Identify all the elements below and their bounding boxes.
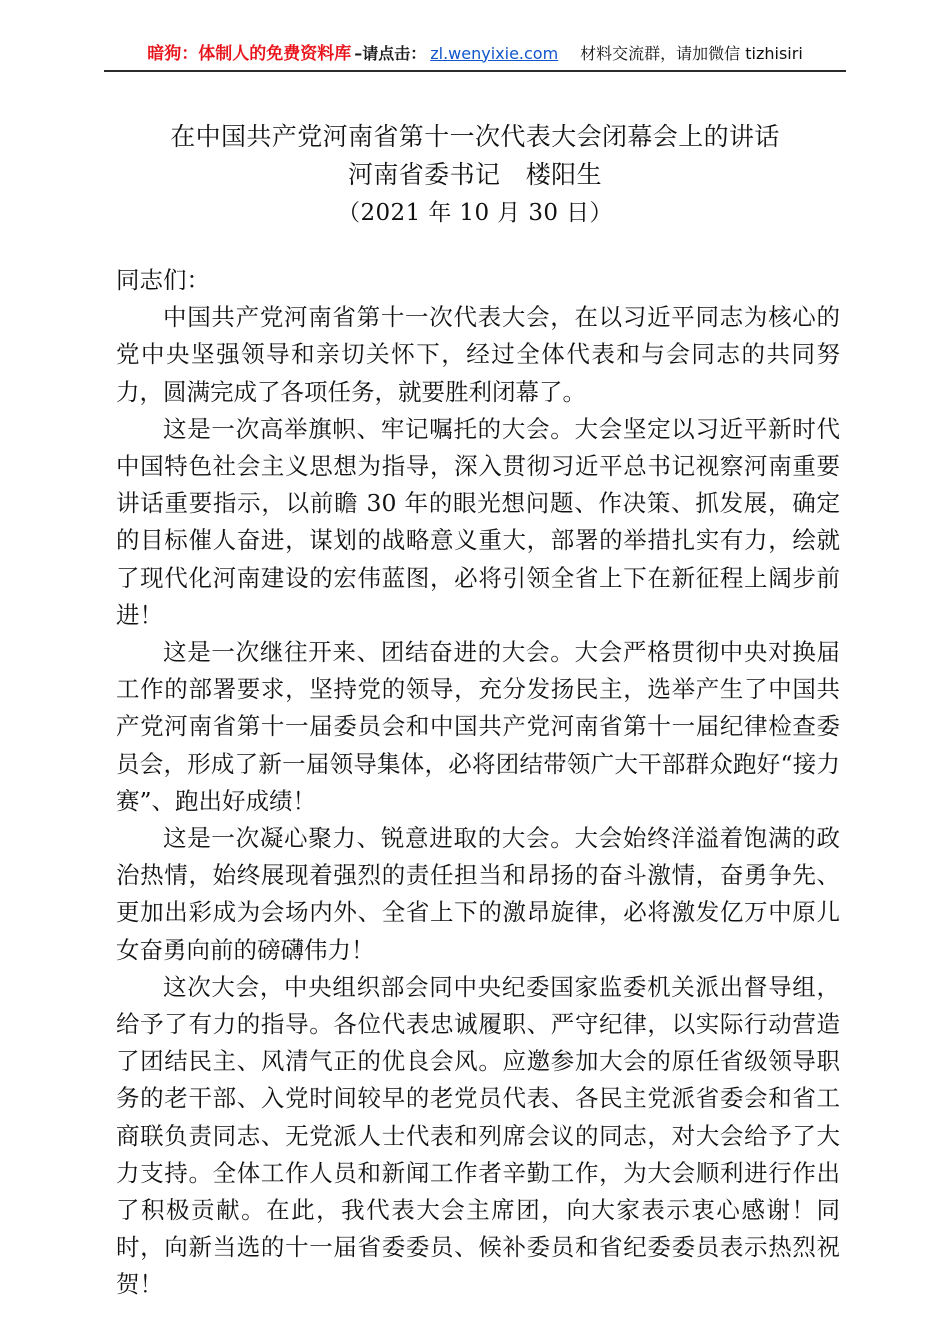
promo-banner xyxy=(0,36,950,66)
promo-wechat-text: 材料交流群，请加微信 tizhisiri xyxy=(580,43,803,63)
body-paragraph: 这是一次凝心聚力、锐意进取的大会。大会始终洋溢着饱满的政治热情，始终展现着强烈的责任担当和昂扬的奋斗激情，奋勇争先、更加出彩成为会场内外、全省上下的激昂旋律，必将激发亿万中原儿女奋勇向前的磅礴伟力！ xyxy=(116,824,840,964)
body-paragraph: 这是一次继往开来、团结奋进的大会。大会严格贯彻中央对换届工作的部署要求，坚持党的领导，充分发扬民主，选举产生了中国共产党河南省第十一届委员会和中国共产党河南省第十一届纪律检查委员会，形成了新一届领导集体，必将团结带领广大干部群众跑好“接力赛”、跑出好成绩！ xyxy=(116,638,840,815)
salutation: 同志们： xyxy=(116,266,210,294)
document-body xyxy=(116,262,840,1304)
body-paragraph: 这次大会，中央组织部会同中央纪委国家监委机关派出督导组，给予了有力的指导。各位代表忠诚履职、严守纪律，以实际行动营造了团结民主、风清气正的优良会风。应邀参加大会的原任省级领导职务的老干部、入党时间较早的老党员代表、各民主党派省委会和省工商联负责同志、无党派人士代表和列席会议的同志，对大会给予了大力支持。全体工作人员和新闻工作者辛勤工作，为大会顺利进行作出了积极贡献。在此，我代表大会主席团，向大家表示衷心感谢！同时，向新当选的十一届省委委员、候补委员和省纪委委员表示热烈祝贺！ xyxy=(116,972,840,1299)
promo-site-link[interactable]: zl.wenyixie.com xyxy=(430,43,559,63)
document-subtitle-author: 河南省委书记 楼阳生 xyxy=(347,160,602,189)
document-title: 在中国共产党河南省第十一次代表大会闭幕会上的讲话 xyxy=(170,122,780,151)
title-block xyxy=(0,118,950,232)
promo-click-prompt: –请点击： xyxy=(354,43,427,63)
promo-brand-text: 暗狗：体制人的免费资料库 xyxy=(147,43,352,64)
promo-banner-content xyxy=(147,39,803,64)
body-paragraph: 这是一次高举旗帜、牢记嘱托的大会。大会坚定以习近平新时代中国特色社会主义思想为指导，深入贯彻习近平总书记视察河南重要讲话重要指示，以前瞻 30 年的眼光想问题、作决策、抓发展，确定的目标催人奋进，谋划的战略意义重大，部署的举措扎实有力，绘就了现代化河南建设的宏伟蓝图，必将引领全省上下在新征程上阔步前进！ xyxy=(116,414,840,629)
document-date: （2021 年 10 月 30 日） xyxy=(337,200,613,226)
body-paragraph: 中国共产党河南省第十一次代表大会，在以习近平同志为核心的党中央坚强领导和亲切关怀下，经过全体代表和与会同志的共同努力，圆满完成了各项任务，就要胜利闭幕了。 xyxy=(116,303,840,406)
header-divider xyxy=(104,70,846,72)
